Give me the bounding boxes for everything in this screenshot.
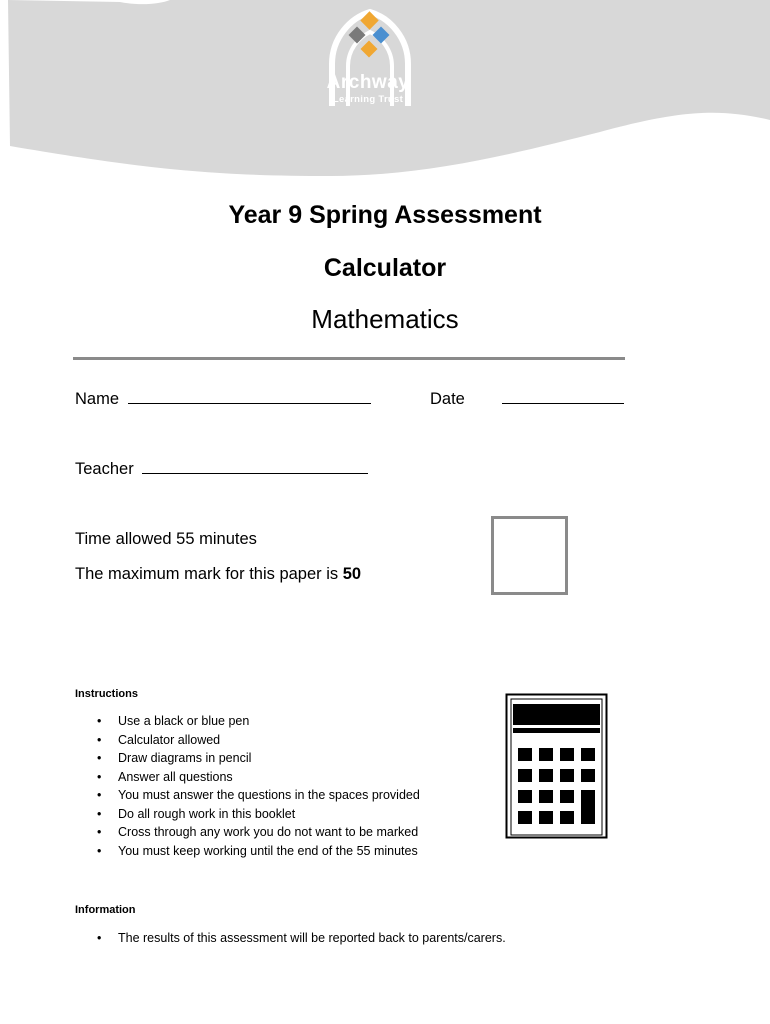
bullet-icon: •	[97, 788, 102, 802]
list-item: • Answer all questions	[97, 768, 420, 787]
list-item: • The results of this assessment will be reported back to parents/carers.	[97, 929, 506, 948]
bullet-icon: •	[97, 769, 102, 784]
paper-type: Calculator	[323, 254, 447, 282]
time-allowed: Time allowed 55 minutes	[75, 530, 257, 548]
teacher-label: Teacher	[75, 460, 134, 478]
list-item: • Draw diagrams in pencil	[97, 749, 420, 768]
teacher-field	[75, 459, 368, 479]
subject-title: Mathematics	[311, 304, 459, 334]
list-item: • Do all rough work in this booklet	[97, 805, 420, 824]
logo-subtitle: Learning Trust	[332, 94, 404, 105]
max-mark-text: The maximum mark for this paper is	[75, 565, 343, 583]
name-line[interactable]	[128, 389, 371, 404]
bullet-icon: •	[97, 931, 102, 945]
list-item: • You must answer the questions in the spaces provided	[97, 786, 420, 805]
page-title: Year 9 Spring Assessment	[228, 201, 542, 229]
information-heading: Information	[75, 904, 136, 916]
bullet-icon: •	[97, 806, 102, 821]
name-label: Name	[75, 390, 120, 408]
calculator-icon	[505, 693, 608, 839]
bullet-icon: •	[97, 751, 102, 765]
mark-box[interactable]	[491, 516, 568, 595]
bullet-icon: •	[97, 714, 102, 728]
date-label: Date	[430, 390, 465, 408]
information-list	[97, 929, 506, 948]
instructions-heading: Instructions	[75, 688, 138, 700]
list-item: • Cross through any work you do not want to be marked	[97, 823, 420, 842]
list-item: • Calculator allowed	[97, 731, 420, 750]
bullet-icon: •	[97, 732, 102, 747]
divider-rule	[73, 357, 625, 360]
list-item: • Use a black or blue pen	[97, 712, 420, 731]
max-mark	[75, 565, 361, 584]
max-mark-value: 50	[342, 565, 362, 583]
date-field	[430, 389, 624, 409]
bullet-icon: •	[97, 825, 102, 839]
bullet-icon: •	[97, 843, 102, 858]
list-item: • You must keep working until the end of the 55 minutes	[97, 842, 420, 861]
teacher-line[interactable]	[142, 459, 368, 474]
instructions-list	[97, 712, 420, 860]
name-field	[75, 389, 371, 409]
date-line[interactable]	[502, 389, 624, 404]
logo-wordmark: Archway	[326, 72, 410, 93]
